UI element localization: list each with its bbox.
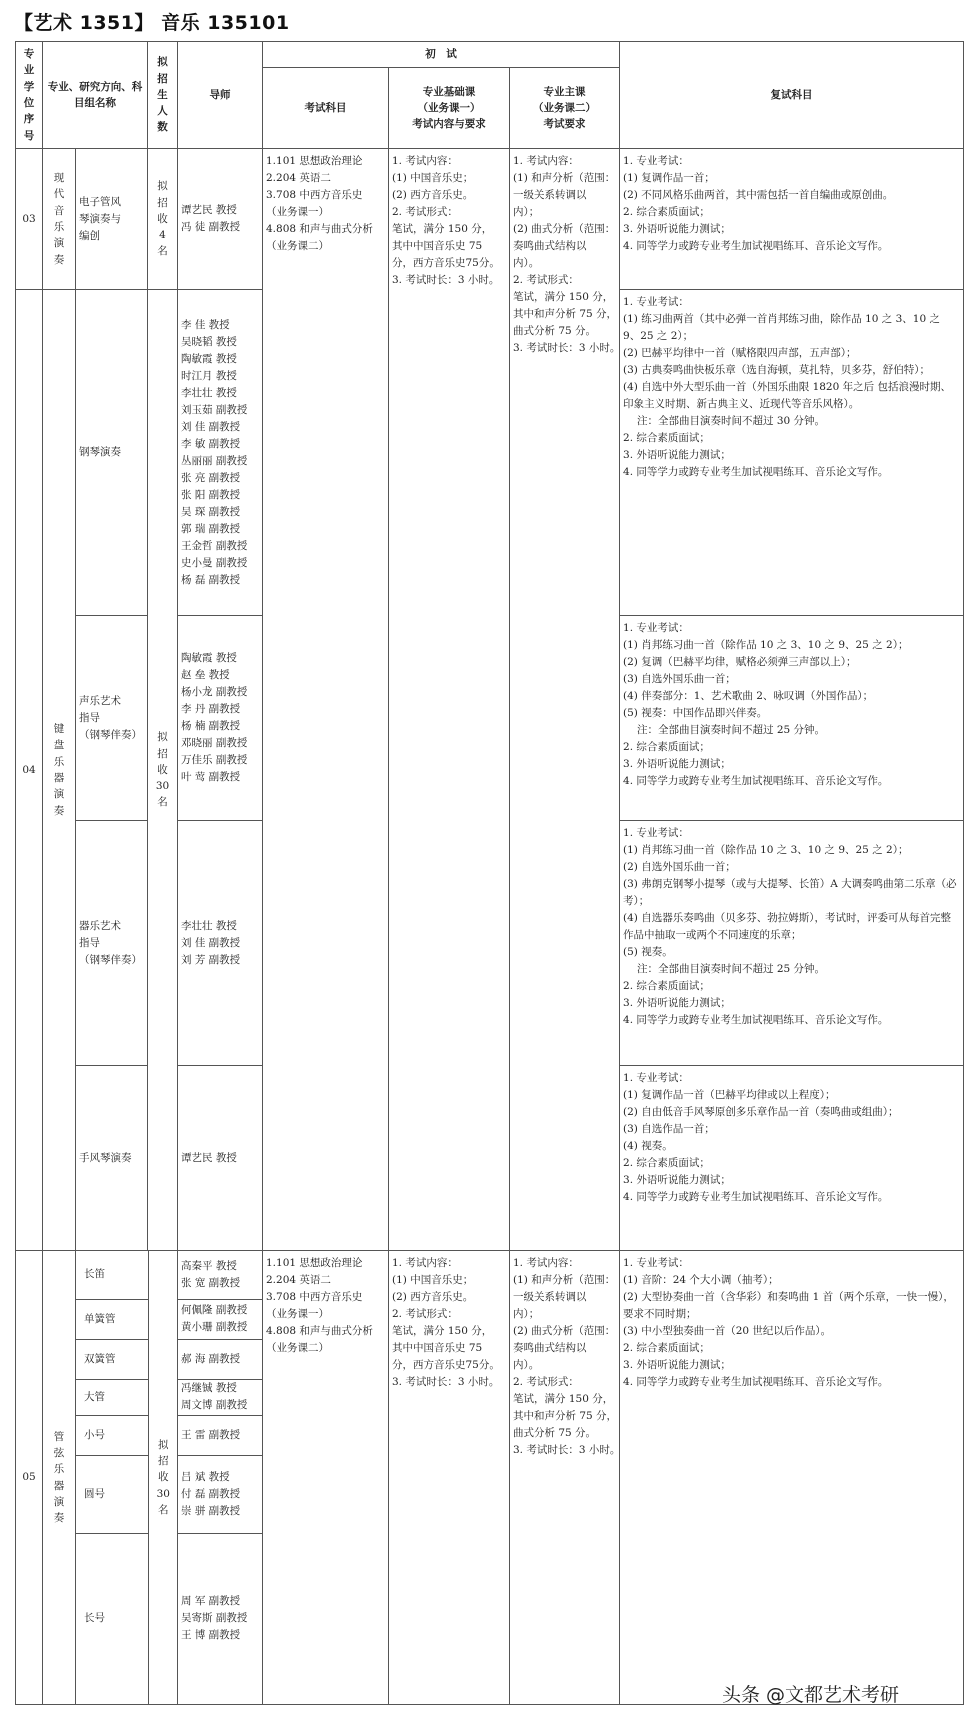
text-line: 万佳乐 副教授 (181, 754, 248, 766)
text-line: 刘 佳 副教授 (181, 420, 241, 433)
text-line: (4) 自选器乐奏鸣曲（贝多芬、勃拉姆斯），考试时，评委可从每首完整作品中抽取一或两个不同速度的乐章； (623, 912, 951, 941)
text-line: 李壮壮 教授 (181, 919, 237, 932)
text-line: 其中和声分析 75 分， (513, 1410, 618, 1422)
quota-cell (148, 290, 178, 1251)
text-line: 3. 考试时长：3 小时。 (392, 1376, 500, 1388)
text-line: 2.204 英语二 (266, 1274, 331, 1286)
seq-cell: 04 (16, 290, 43, 1251)
text-line: 4. 同等学力或跨专业考生加试视唱练耳、音乐论文写作。 (623, 1376, 889, 1388)
text-line: （业务课二） (266, 1342, 329, 1354)
text-line: (2) 不同风格乐曲两首，其中需包括一首自编曲或原创曲。 (623, 189, 894, 201)
mentor-cell (178, 1066, 263, 1251)
category-text: 管 弦 乐 器 演 奏 (53, 1430, 65, 1525)
retest-cell (620, 616, 964, 821)
basic-cell (389, 149, 510, 1251)
direction-text: 手风琴演奏 (79, 1151, 132, 1164)
quota-cell: 拟 招 收 30 名 (148, 1251, 178, 1704)
text-line: (2) 自由低音手风琴原创多乐章作品一首（奏鸣曲或组曲）； (623, 1106, 899, 1118)
instrument-mentor-row (178, 1299, 262, 1339)
text-line: (1) 中国音乐史； (392, 172, 474, 184)
text-line: 4. 同等学力或跨专业考生加试视唱练耳、音乐论文写作。 (623, 1014, 889, 1026)
subjects-cell (263, 1251, 389, 1705)
text-line: 周文博 副教授 (181, 1399, 248, 1411)
instrument-name: 大管 (76, 1379, 148, 1415)
text-line: 1. 专业考试： (623, 622, 689, 634)
text-line: 3. 外语听说能力测试； (623, 1174, 731, 1186)
text-line: 谭艺民 教授 (181, 204, 237, 216)
text-line: 分，西方音乐史75分。 (392, 257, 500, 269)
text-line: 奏鸣曲式结构以 (513, 240, 587, 252)
header-basic-text: 专业基础课 （业务课一） 考试内容与要求 (412, 85, 486, 131)
text-line: (5) 视奏：中国作品即兴伴奏。 (623, 707, 768, 719)
text-line: 史小曼 副教授 (181, 556, 248, 569)
text-line: 郭 瑞 副教授 (181, 522, 241, 535)
text-line: 3. 外语听说能力测试； (623, 997, 731, 1009)
instrument-name: 双簧管 (76, 1339, 148, 1379)
text-line: 1. 专业考试： (623, 1257, 689, 1269)
text-line: 4. 同等学力或跨专业考生加试视唱练耳、音乐论文写作。 (623, 240, 889, 252)
text-line: (1) 和声分析（范围： (513, 1274, 616, 1286)
text-line: 杨 磊 副教授 (181, 573, 241, 586)
text-line: 黄小珊 副教授 (181, 1321, 248, 1333)
instrument-mentor-row (178, 1415, 262, 1455)
text-line: (1) 复调作品一首（巴赫平均律或以上程度）； (623, 1089, 836, 1101)
text-line: 3. 考试时长：3 小时。 (392, 274, 500, 286)
instrument-row (76, 1251, 178, 1299)
text-line: 王 博 副教授 (181, 1629, 241, 1642)
text-line: 其中中国音乐史 75 (392, 1342, 483, 1354)
category-text: 键 盘 乐 器 演 奏 (53, 723, 65, 817)
instrument-name: 圆号 (76, 1455, 148, 1533)
text-line: 刘玉茹 副教授 (181, 403, 248, 416)
header-main (510, 68, 620, 149)
mentor-cell (178, 821, 263, 1066)
text-line: 4. 同等学力或跨专业考生加试视唱练耳、音乐论文写作。 (623, 775, 889, 787)
text-line: (2) 大型协奏曲一首（含华彩）和奏鸣曲 1 首（两个乐章，一快一慢），要求不同时期； (623, 1291, 954, 1320)
text-line: 曲式分析 75 分。 (513, 325, 597, 337)
text-line: 冯继铖 教授 (181, 1382, 237, 1394)
text-line: 1.101 思想政治理论 (266, 1257, 363, 1269)
text-line: 吴 琛 副教授 (181, 505, 241, 518)
text-line: 1. 专业考试： (623, 827, 689, 839)
watermark: 头条 @文都艺术考研 (722, 1684, 900, 1706)
text-line: 3. 外语听说能力测试； (623, 223, 731, 235)
text-line: 1. 专业考试： (623, 1072, 689, 1084)
text-line: 内）。 (513, 1359, 540, 1371)
text-line: 奏鸣曲式结构以 (513, 1342, 587, 1354)
direction-text: 钢琴演奏 (79, 446, 121, 458)
text-line: 张 宽 副教授 (181, 1276, 241, 1289)
direction-cell (76, 821, 148, 1066)
text-line: 邓晓丽 副教授 (181, 737, 248, 749)
mentor-cell (178, 1339, 262, 1379)
instrument-name: 小号 (76, 1415, 148, 1455)
text-line: (1) 复调作品一首； (623, 172, 715, 184)
text-line: 3. 考试时长：3 小时。 (513, 1444, 621, 1456)
text-line: 2. 综合素质面试； (623, 1157, 710, 1169)
text-line: 吴晓韬 教授 (181, 335, 237, 348)
retest-cell (620, 149, 964, 290)
instrument-rows (76, 1251, 178, 1704)
text-line: 内）； (513, 1308, 540, 1320)
direction-text: 声乐艺术 指导 （钢琴伴奏） (79, 694, 142, 741)
text-line: 3. 考试时长：3 小时。 (513, 342, 621, 354)
retest-cell (620, 290, 964, 616)
text-line: (3) 自选外国乐曲一首； (623, 673, 736, 685)
instrument-mentor-row (178, 1339, 262, 1379)
header-basic (389, 68, 510, 149)
text-line: 陶敏霞 教授 (181, 352, 237, 365)
header-mentor: 导师 (178, 42, 263, 149)
admission-table (15, 41, 964, 1705)
quota-text: 拟 招 收 30 名 (155, 731, 170, 809)
retest-cell (620, 1251, 964, 1705)
text-line: 周 军 副教授 (181, 1595, 241, 1608)
text-line: 陶敏霞 教授 (181, 652, 237, 664)
text-line: 2.204 英语二 (266, 172, 331, 184)
text-line: (4) 视奏。 (623, 1140, 673, 1152)
direction-cell (76, 1066, 148, 1251)
header-quota-text: 拟 招 生 人 数 (157, 56, 168, 134)
quota-cell (148, 149, 178, 290)
instrument-mentor-row (178, 1455, 262, 1533)
text-line: 笔试，满分 150 分， (392, 1325, 493, 1337)
direction-cell (76, 149, 148, 290)
basic-cell (389, 1251, 510, 1705)
category-cell (43, 1251, 76, 1705)
text-line: 何佩隆 副教授 (181, 1304, 248, 1316)
seq-cell: 03 (16, 149, 43, 290)
text-line: (5) 视奏。 (623, 946, 673, 958)
text-line: 吕 斌 教授 (181, 1470, 230, 1483)
text-line: 2. 考试形式： (392, 206, 458, 218)
text-line: (2) 西方音乐史。 (392, 1291, 474, 1303)
instrument-mentor-rows (178, 1251, 262, 1704)
text-line: 张 阳 副教授 (181, 488, 241, 501)
text-line: 其中和声分析 75 分， (513, 308, 618, 320)
main-cell (510, 149, 620, 1251)
text-line: (1) 练习曲两首（其中必弹一首肖邦练习曲，除作品 10 之 3、10 之 9、25 之 2）； (623, 313, 940, 342)
text-line: 1. 考试内容： (513, 155, 579, 167)
text-line: 笔试，满分 150 分， (513, 291, 614, 303)
instrument-mentor-row (178, 1533, 262, 1704)
text-line: 刘 佳 副教授 (181, 936, 241, 949)
text-line: (1) 中国音乐史； (392, 1274, 474, 1286)
text-line: 高秦平 教授 (181, 1259, 237, 1272)
direction-text: 器乐艺术 指导 （钢琴伴奏） (79, 919, 142, 966)
text-line: 笔试，满分 150 分， (513, 1393, 614, 1405)
direction-cell (76, 616, 148, 821)
text-line: 1. 专业考试： (623, 296, 689, 308)
text-line: 冯 徒 副教授 (181, 221, 241, 233)
instrument-block (76, 1251, 178, 1705)
instrument-name: 长号 (76, 1533, 148, 1704)
text-line: 王 雷 副教授 (181, 1428, 241, 1441)
text-line: (2) 复调（巴赫平均律，赋格必须弹三声部以上）； (623, 656, 857, 668)
text-line: 4. 同等学力或跨专业考生加试视唱练耳、音乐论文写作。 (623, 466, 889, 478)
text-line: (3) 中小型独奏曲一首（20 世纪以后作品）。 (623, 1325, 832, 1337)
text-line: 丛丽丽 副教授 (181, 454, 248, 467)
text-line: (3) 古典奏鸣曲快板乐章（选自海顿，莫扎特，贝多芬，舒伯特）； (623, 364, 930, 376)
text-line: （业务课二） (266, 240, 329, 252)
text-line: (3) 弗朗克钢琴小提琴（或与大提琴、长笛）A 大调奏鸣曲第二乐章（必考）； (623, 878, 957, 907)
category-cell (43, 149, 76, 290)
text-line: 分，西方音乐史75分。 (392, 1359, 500, 1371)
text-line: 李壮壮 教授 (181, 386, 237, 399)
text-line: 其中中国音乐史 75 (392, 240, 483, 252)
text-line: 注：全部曲目演奏时间不超过 25 分钟。 (637, 963, 826, 975)
header-prelim: 初 试 (263, 42, 620, 68)
text-line: 曲式分析 75 分。 (513, 1427, 597, 1439)
text-line: 1. 考试内容： (392, 1257, 458, 1269)
text-line: 3. 外语听说能力测试； (623, 758, 731, 770)
text-line: 叶 莺 副教授 (181, 771, 241, 783)
instrument-subtable (76, 1251, 178, 1704)
instrument-name: 长笛 (76, 1251, 148, 1299)
mentor-cell (178, 290, 263, 616)
instrument-mentor-row (178, 1379, 262, 1415)
text-line: 付 磊 副教授 (181, 1487, 241, 1500)
text-line: 李 佳 教授 (181, 318, 230, 331)
retest-cell (620, 821, 964, 1066)
seq-cell: 05 (16, 1251, 43, 1705)
text-line: 王金哲 副教授 (181, 539, 248, 552)
mentor-cell (178, 1455, 262, 1533)
text-line: 杨小龙 副教授 (181, 686, 248, 698)
text-line: 杨 楠 副教授 (181, 720, 241, 732)
mentor-cell (178, 1379, 262, 1415)
text-line: 一级关系转调以 (513, 189, 587, 201)
text-line: 时江月 教授 (181, 369, 237, 382)
text-line: 1. 专业考试： (623, 155, 689, 167)
mentor-cell (178, 616, 263, 821)
text-line: (2) 巴赫平均律中一首（赋格限四声部，五声部）； (623, 347, 857, 359)
text-line: 4.808 和声与曲式分析 (266, 1325, 373, 1337)
text-line: 3. 外语听说能力测试； (623, 449, 731, 461)
header-subjects: 考试科目 (263, 68, 389, 149)
header-seq (16, 42, 43, 149)
text-line: 郝 海 副教授 (181, 1352, 241, 1365)
header-major (43, 42, 148, 149)
text-line: 张 亮 副教授 (181, 471, 241, 484)
text-line: 吴寄斯 副教授 (181, 1612, 248, 1625)
text-line: (1) 音阶：24 个大小调（抽考）； (623, 1274, 779, 1286)
text-line: 2. 综合素质面试； (623, 741, 710, 753)
text-line: 1.101 思想政治理论 (266, 155, 363, 167)
text-line: (1) 肖邦练习曲一首（除作品 10 之 3、10 之 9、25 之 2）； (623, 844, 909, 856)
text-line: (1) 肖邦练习曲一首（除作品 10 之 3、10 之 9、25 之 2）； (623, 639, 909, 651)
page-title: 【艺术 1351】 音乐 135101 (14, 12, 290, 34)
direction-cell (76, 290, 148, 616)
text-line: 笔试，满分 150 分， (392, 223, 493, 235)
text-line: 2. 综合素质面试； (623, 980, 710, 992)
text-line: 3.708 中西方音乐史 (266, 189, 363, 201)
table-row (16, 1251, 964, 1705)
text-line: 一级关系转调以 (513, 1291, 587, 1303)
mentor-cell (178, 149, 263, 290)
text-line: 2. 考试形式： (392, 1308, 458, 1320)
text-line: 赵 垒 教授 (181, 669, 230, 681)
text-line: （业务课一） (266, 206, 329, 218)
mentor-cell (178, 1533, 262, 1704)
text-line: (4) 伴奏部分：1、艺术歌曲 2、咏叹调（外国作品）； (623, 690, 874, 702)
direction-text: 电子管风 琴演奏与 编创 (79, 195, 121, 242)
text-line: 内）。 (513, 257, 540, 269)
text-line: (2) 自选外国乐曲一首； (623, 861, 736, 873)
instrument-mentor-subtable (178, 1251, 262, 1704)
text-line: 注：全部曲目演奏时间不超过 25 分钟。 (637, 724, 826, 736)
text-line: 2. 综合素质面试； (623, 206, 710, 218)
text-line: 2. 综合素质面试； (623, 1342, 710, 1354)
quota-text: 拟 招 收 4 名 (157, 180, 168, 258)
text-line: 李 敏 副教授 (181, 437, 241, 450)
text-line: 1. 考试内容： (513, 1257, 579, 1269)
text-line: 内）； (513, 206, 540, 218)
text-line: (2) 西方音乐史。 (392, 189, 474, 201)
mentor-cell (178, 1299, 262, 1339)
category-text: 现 代 音 乐 演 奏 (53, 172, 65, 266)
text-line: (3) 自选作品一首； (623, 1123, 715, 1135)
text-line: 4. 同等学力或跨专业考生加试视唱练耳、音乐论文写作。 (623, 1191, 889, 1203)
table-row (16, 149, 964, 290)
text-line: 注：全部曲目演奏时间不超过 30 分钟。 (637, 415, 826, 427)
text-line: (2) 曲式分析（范围： (513, 1325, 616, 1337)
mentor-cell (178, 1415, 262, 1455)
text-line: 李 丹 副教授 (181, 703, 241, 715)
text-line: 谭艺民 教授 (181, 1151, 237, 1164)
retest-cell (620, 1066, 964, 1251)
mentor-cell (178, 1251, 262, 1299)
text-line: （业务课一） (266, 1308, 329, 1320)
text-line: 3. 外语听说能力测试； (623, 1359, 731, 1371)
category-cell (43, 290, 76, 1251)
text-line: 1. 考试内容： (392, 155, 458, 167)
header-retest: 复试科目 (620, 42, 964, 149)
header-main-text: 专业主课 （业务课二） 考试要求 (533, 85, 596, 131)
text-line: 4.808 和声与曲式分析 (266, 223, 373, 235)
main-cell (510, 1251, 620, 1705)
header-quota (148, 42, 178, 149)
text-line: (1) 和声分析（范围： (513, 172, 616, 184)
text-line: (2) 曲式分析（范围： (513, 223, 616, 235)
instrument-name: 单簧管 (76, 1299, 148, 1339)
text-line: 2. 综合素质面试； (623, 432, 710, 444)
header-seq-text: 专 业 学 位 序 号 (23, 48, 35, 142)
text-line: 2. 考试形式： (513, 1376, 579, 1388)
subjects-cell (263, 149, 389, 1251)
text-line: 刘 芳 副教授 (181, 953, 241, 966)
header-major-text: 专业、研究方向、科 目组名称 (47, 80, 143, 109)
instrument-mentor-row (178, 1251, 262, 1299)
text-line: 崇 骈 副教授 (181, 1504, 241, 1517)
instrument-mentors (178, 1251, 263, 1705)
text-line: (4) 自选中外大型乐曲一首（外国乐曲限 1820 年之后 包括浪漫时期、印象主义时期、新古典主义、近现代等音乐风格）。 (623, 381, 951, 410)
text-line: 2. 考试形式： (513, 274, 579, 286)
text-line: 3.708 中西方音乐史 (266, 1291, 363, 1303)
